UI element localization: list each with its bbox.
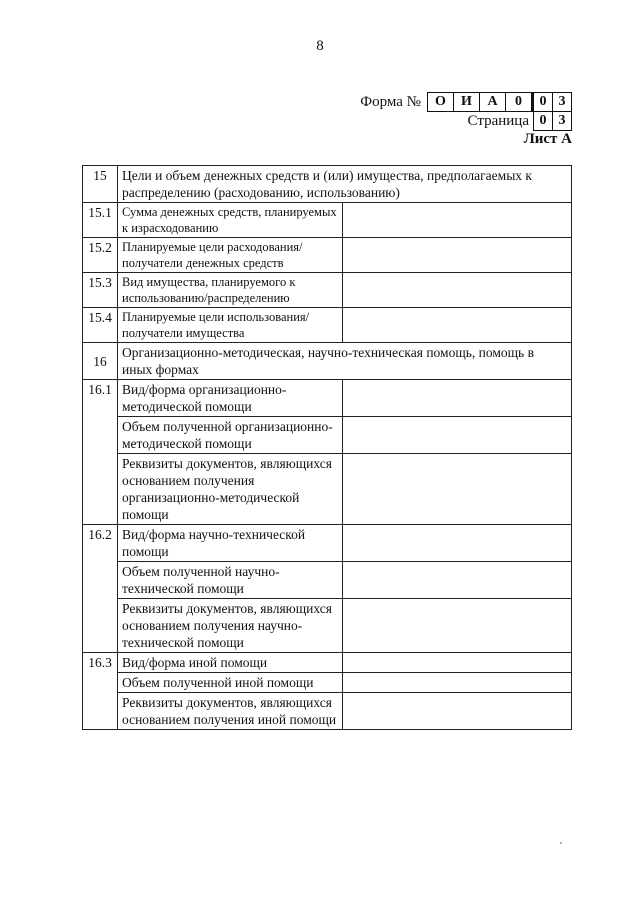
field-value[interactable]: [343, 653, 572, 673]
row-number: 15.1: [83, 203, 118, 238]
table-row: [83, 454, 572, 525]
field-value[interactable]: [343, 308, 572, 343]
row-number: 16.2: [83, 525, 118, 653]
form-table: [82, 165, 572, 730]
form-code-char: 0: [533, 93, 552, 111]
field-label: Вид/форма научно-технической помощи: [118, 525, 343, 562]
field-label: Планируемые цели расходования/ получатели денежных средств: [118, 238, 343, 273]
field-value[interactable]: [343, 417, 572, 454]
table-row: [83, 273, 572, 308]
table-row: [83, 380, 572, 417]
table-row: [83, 343, 572, 380]
field-value[interactable]: [343, 525, 572, 562]
table-row: [83, 238, 572, 273]
table-row: [83, 308, 572, 343]
page-number: 8: [316, 38, 324, 54]
field-label: Объем полученной иной помощи: [118, 673, 343, 693]
table-row: [83, 653, 572, 673]
field-value[interactable]: [343, 454, 572, 525]
row-number: 15: [83, 166, 118, 203]
table-row: [83, 599, 572, 653]
field-label: Реквизиты документов, являющихся основанием получения организационно-методической помощи: [118, 454, 343, 525]
table-row: [83, 166, 572, 203]
field-label: Планируемые цели использования/ получатели имущества: [118, 308, 343, 343]
section-heading: Организационно-методическая, научно-техническая помощь, помощь в иных формах: [118, 343, 572, 380]
field-value[interactable]: [343, 203, 572, 238]
page-number-row: [468, 112, 572, 131]
form-code-char: А: [479, 93, 505, 111]
field-label: Вид имущества, планируемого к использованию/распределению: [118, 273, 343, 308]
page-label: Страница: [467, 113, 529, 129]
row-number: 15.4: [83, 308, 118, 343]
row-number: 16.3: [83, 653, 118, 730]
field-value[interactable]: [343, 673, 572, 693]
form-code-box: [427, 92, 572, 112]
table-row: [83, 562, 572, 599]
form-code-char: 0: [505, 93, 531, 111]
page-code-box: [533, 112, 572, 131]
page-code-char: 0: [539, 113, 547, 128]
row-number: 15.3: [83, 273, 118, 308]
field-label: Сумма денежных средств, планируемых к израсходованию: [118, 203, 343, 238]
table-row: [83, 203, 572, 238]
field-label: Вид/форма организационно-методической помощи: [118, 380, 343, 417]
sheet-label: Лист А: [523, 131, 572, 147]
field-value[interactable]: [343, 273, 572, 308]
field-value[interactable]: [343, 238, 572, 273]
scan-speck: [560, 842, 562, 844]
field-label: Реквизиты документов, являющихся основанием получения иной помощи: [118, 693, 343, 730]
field-value[interactable]: [343, 380, 572, 417]
field-label: Реквизиты документов, являющихся основанием получения научно-технической помощи: [118, 599, 343, 653]
form-code-char: И: [453, 93, 479, 111]
form-number-label: Форма №: [360, 93, 421, 110]
field-label: Вид/форма иной помощи: [118, 653, 343, 673]
field-label: Объем полученной организационно-методической помощи: [118, 417, 343, 454]
row-number: 16.1: [83, 380, 118, 525]
form-number-header: [360, 92, 572, 112]
table-row: [83, 673, 572, 693]
field-label: Объем полученной научно-технической помощи: [118, 562, 343, 599]
table-row: [83, 417, 572, 454]
table-row: [83, 693, 572, 730]
table-row: [83, 525, 572, 562]
row-number: 16: [83, 343, 118, 380]
field-value[interactable]: [343, 562, 572, 599]
section-heading: Цели и объем денежных средств и (или) имущества, предполагаемых к распределению (расходованию, использованию): [118, 166, 572, 203]
form-code-char: О: [435, 94, 446, 109]
row-number: 15.2: [83, 238, 118, 273]
field-value[interactable]: [343, 693, 572, 730]
page-code-char: 3: [552, 112, 571, 130]
field-value[interactable]: [343, 599, 572, 653]
form-code-char: 3: [552, 93, 571, 111]
